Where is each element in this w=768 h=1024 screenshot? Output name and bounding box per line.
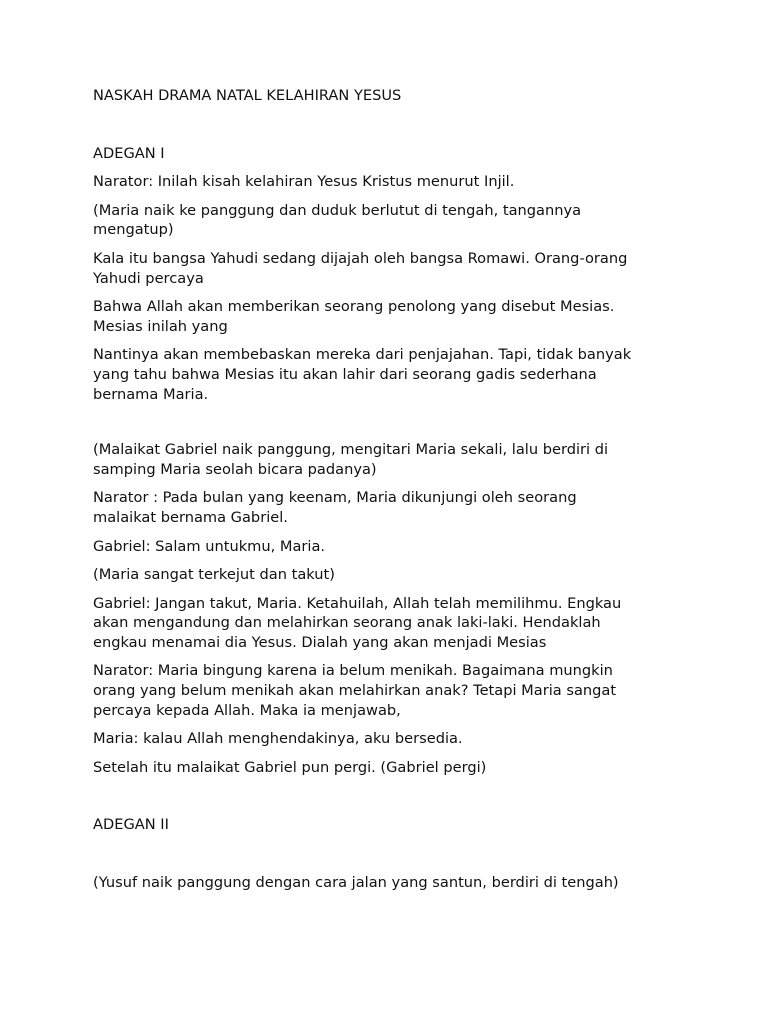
scene-2-heading: ADEGAN II xyxy=(93,816,169,834)
paragraph-messiah-promise: Bahwa Allah akan memberikan seorang penolong yang disebut Mesias. Mesias inilah yang xyxy=(93,298,615,335)
paragraph-maria-introduction: Nantinya akan membebaskan mereka dari penjajahan. Tapi, tidak banyak yang tahu bahwa Mesias itu akan lahir dari seorang gadis sederhana bernama Maria. xyxy=(93,346,632,403)
scene-1-heading: ADEGAN I xyxy=(93,144,165,162)
dialogue-gabriel-announcement: Gabriel: Jangan takut, Maria. Ketahuilah, Allah telah memilihmu. Engkau akan mengandung dan melahirkan seorang anak laki-laki. Hendaklah engkau menamai dia Yesus. Dialah yang akan menjadi Mesias xyxy=(93,594,622,651)
stage-direction-maria-kneels: (Maria naik ke panggung dan duduk berlutut di tengah, tangannya mengatup) xyxy=(93,201,582,239)
stage-direction-yusuf-enters: (Yusuf naik panggung dengan cara jalan yang santun, berdiri di tengah) xyxy=(93,874,619,892)
paragraph-roman-occupation: Kala itu bangsa Yahudi sedang dijajah oleh bangsa Romawi. Orang-orang Yahudi percaya xyxy=(93,249,628,287)
paragraph-maria-confused: Narator: Maria bingung karena ia belum menikah. Bagaimana mungkin orang yang belum menikah akan melahirkan anak? Tetapi Maria sangat percaya kepada Allah. Maka ia menjawab, xyxy=(93,662,617,719)
paragraph-gabriel-leaves: Setelah itu malaikat Gabriel pun pergi. (Gabriel pergi) xyxy=(93,758,487,776)
dialogue-gabriel-greeting: Gabriel: Salam untukmu, Maria. xyxy=(93,537,326,555)
document-body xyxy=(93,86,693,902)
stage-direction-maria-afraid: (Maria sangat terkejut dan takut) xyxy=(93,566,335,584)
paragraph-narrator-intro: Narator: Inilah kisah kelahiran Yesus Kristus menurut Injil. xyxy=(93,173,515,191)
stage-direction-gabriel-enters: (Malaikat Gabriel naik panggung, mengitari Maria sekali, lalu berdiri di samping Maria seolah bicara padanya) xyxy=(93,441,609,478)
paragraph-sixth-month: Narator : Pada bulan yang keenam, Maria dikunjungi oleh seorang malaikat bernama Gabriel. xyxy=(93,489,577,526)
document-title: NASKAH DRAMA NATAL KELAHIRAN YESUS xyxy=(93,87,402,104)
dialogue-maria-answer: Maria: kalau Allah menghendakinya, aku bersedia. xyxy=(93,730,463,748)
